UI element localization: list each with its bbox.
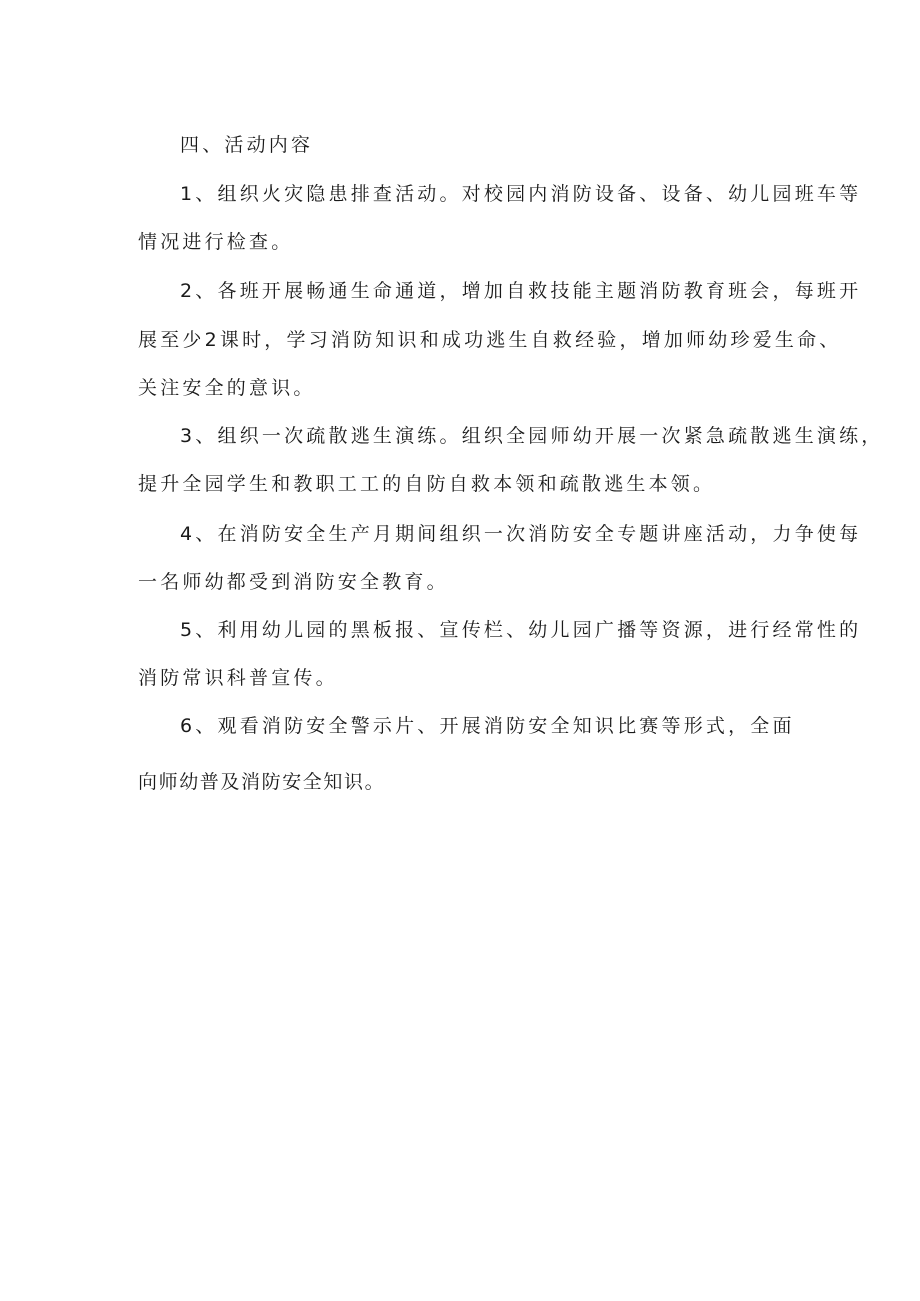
paragraph-4-line-1: 4、在消防安全生产月期间组织一次消防安全专题讲座活动，力争使每 [180,523,862,545]
paragraph-2-line-1: 2、各班开展畅通生命通道，增加自救技能主题消防教育班会，每班开 [180,280,862,302]
paragraph-1-line-1: 1、组织火灾隐患排查活动。对校园内消防设备、设备、幼儿园班车等 [180,183,862,205]
paragraph-6-line-1: 6、观看消防安全警示片、开展消防安全知识比赛等形式，全面 [180,715,795,737]
paragraph-2-line-3: 关注安全的意识。 [138,377,316,399]
paragraph-5-line-2: 消防常识科普宣传。 [138,667,338,689]
paragraph-2-line-2: 展至少2课时，学习消防知识和成功逃生自救经验，增加师幼珍爱生命、 [138,329,842,351]
paragraph-6-line-2: 向师幼普及消防安全知识。 [138,771,386,793]
section-heading: 四、活动内容 [180,134,314,156]
paragraph-1-line-2: 情况进行检查。 [138,231,294,253]
paragraph-4-line-2: 一名师幼都受到消防安全教育。 [138,571,449,593]
paragraph-3-line-2: 提升全园学生和教职工工的自防自救本领和疏散逃生本领。 [138,473,716,495]
paragraph-3-line-1: 3、组织一次疏散逃生演练。组织全园师幼开展一次紧急疏散逃生演练， [180,425,884,447]
paragraph-5-line-1: 5、利用幼儿园的黑板报、宣传栏、幼儿园广播等资源，进行经常性的 [180,619,862,641]
